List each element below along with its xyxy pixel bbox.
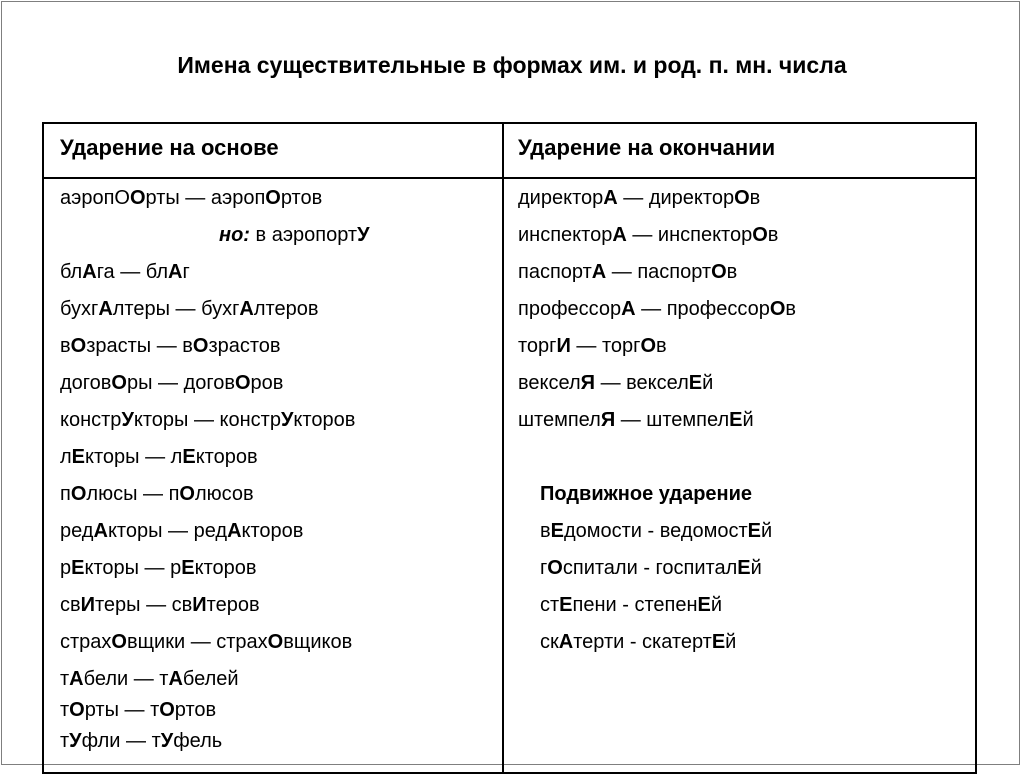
stressed-vowel: А (168, 261, 183, 283)
stressed-vowel: У (160, 730, 174, 752)
word-segment: бухг (60, 298, 99, 320)
stressed-vowel: О (159, 699, 175, 721)
word-segment: пени - степен (572, 594, 698, 616)
word-segment: вщиков (283, 631, 353, 653)
stressed-vowel: О (734, 187, 750, 209)
word-segment: кторов (293, 409, 356, 431)
word-pair (60, 445, 490, 482)
word-segment: теры — св (95, 594, 193, 616)
word-segment: ст (540, 594, 560, 616)
word-segment: вщики — страх (126, 631, 268, 653)
word-segment: — штемпел (615, 409, 730, 431)
page-title: Имена существительные в формах им. и род. п. мн. числа (177, 52, 847, 78)
word-segment: т (60, 730, 70, 752)
word-segment: ртов (280, 187, 323, 209)
word-segment: кторы — ред (107, 520, 228, 542)
stressed-vowel: А (227, 520, 242, 542)
word-segment: терти - скатерт (573, 631, 712, 653)
word-segment: вексел (518, 372, 581, 394)
word-pair (518, 630, 958, 667)
stressed-vowel: Е (71, 446, 86, 468)
word-pair (518, 260, 958, 297)
word-segment: констр (60, 409, 122, 431)
word-pair (518, 297, 958, 334)
word-segment: ред (60, 520, 94, 542)
stressed-vowel: А (98, 298, 113, 320)
word-segment: кторы — р (84, 557, 182, 579)
stressed-vowel: О (547, 557, 563, 579)
stressed-vowel: А (239, 298, 254, 320)
stressed-vowel: А (69, 668, 84, 690)
stressed-vowel: Е (181, 557, 195, 579)
word-pair (518, 519, 958, 556)
stressed-vowel: О (70, 483, 87, 505)
word-segment: фель (173, 730, 223, 752)
stem-stress-column (60, 186, 490, 760)
stressed-vowel: О (711, 261, 727, 283)
stressed-vowel: О (179, 483, 195, 505)
stressed-vowel: Е (559, 594, 573, 616)
stressed-vowel: О (111, 372, 127, 394)
header-ending-stress: Ударение на окончании (518, 135, 776, 160)
word-segment: фли — т (81, 730, 161, 752)
word-segment: й (710, 594, 723, 616)
word-segment: кторы — констр (133, 409, 281, 431)
word-pair (518, 371, 958, 408)
word-segment: рты — аэроп (145, 187, 266, 209)
word-pair (518, 334, 958, 371)
stressed-vowel: Я (600, 409, 616, 431)
word-segment: но: (219, 224, 250, 246)
stressed-vowel: У (121, 409, 134, 431)
word-segment: инспектор (518, 224, 613, 246)
word-pair (60, 630, 490, 667)
stressed-vowel: Е (729, 409, 743, 431)
word-segment: га — бл (96, 261, 169, 283)
word-pair (518, 223, 958, 260)
stressed-vowel: И (80, 594, 95, 616)
word-segment: торг (518, 335, 557, 357)
word-segment: ск (540, 631, 559, 653)
word-pair (518, 186, 958, 223)
word-segment: зрасты — в (86, 335, 193, 357)
word-pair (60, 482, 490, 519)
word-segment: домости - ведомост (563, 520, 748, 542)
stressed-vowel: Е (182, 446, 196, 468)
stress-table (42, 122, 977, 774)
stressed-vowel: Е (550, 520, 564, 542)
word-pair (60, 260, 490, 297)
word-segment: й (725, 631, 737, 653)
word-segment: г (540, 557, 548, 579)
stressed-vowel: Е (697, 594, 711, 616)
stressed-vowel: О (265, 187, 281, 209)
word-segment: кторов (195, 446, 258, 468)
stressed-vowel: У (69, 730, 82, 752)
word-segment: св (60, 594, 81, 616)
word-segment: белей (182, 668, 239, 690)
word-segment: в (656, 335, 667, 357)
word-segment: рты — т (84, 699, 160, 721)
word-segment: кторов (194, 557, 257, 579)
stressed-vowel: О (192, 335, 209, 357)
stressed-vowel: И (556, 335, 571, 357)
word-pair (60, 334, 490, 371)
word-segment: ров (250, 372, 284, 394)
word-segment: в (540, 520, 551, 542)
word-segment: — инспектор (626, 224, 753, 246)
word-segment: страх (60, 631, 112, 653)
word-segment: штемпел (518, 409, 601, 431)
word-segment: в аэропорт (249, 224, 358, 246)
stressed-vowel: У (280, 409, 294, 431)
stressed-vowel: Е (688, 372, 703, 394)
stressed-vowel: О (752, 224, 768, 246)
word-pair (60, 186, 490, 223)
stressed-vowel: О (234, 372, 251, 394)
word-pair (60, 519, 490, 556)
word-pair (60, 729, 490, 760)
word-segment: — паспорт (606, 261, 712, 283)
word-segment: лтеры — бухг (112, 298, 240, 320)
word-segment: й (742, 409, 754, 431)
column-divider (502, 124, 504, 772)
word-pair (60, 297, 490, 334)
stressed-vowel: А (612, 224, 627, 246)
word-segment: — торг (570, 335, 641, 357)
stressed-vowel: А (168, 668, 183, 690)
stressed-vowel: Е (747, 520, 761, 542)
word-segment: ртов (174, 699, 217, 721)
stressed-vowel: О (129, 187, 146, 209)
word-segment: кторов (241, 520, 304, 542)
word-segment: — профессор (635, 298, 770, 320)
word-pair (518, 408, 958, 445)
word-segment: ры — догов (126, 372, 235, 394)
word-segment: — директор (617, 187, 735, 209)
stressed-vowel: А (621, 298, 636, 320)
word-pair (60, 593, 490, 630)
word-segment: профессор (518, 298, 622, 320)
word-pair (518, 593, 958, 630)
word-pair (60, 698, 490, 729)
word-pair (60, 371, 490, 408)
stressed-vowel: О (69, 699, 85, 721)
stressed-vowel: А (93, 520, 108, 542)
word-segment: г (182, 261, 190, 283)
stressed-vowel: И (192, 594, 207, 616)
stressed-vowel: Е (71, 557, 85, 579)
stressed-vowel: Я (580, 372, 596, 394)
word-segment: бели — т (83, 668, 169, 690)
stressed-vowel: О (267, 631, 284, 653)
stressed-vowel: О (640, 335, 657, 357)
word-segment: кторы — л (85, 446, 183, 468)
stressed-vowel: У (357, 224, 370, 246)
word-segment: р (60, 557, 72, 579)
stressed-vowel: Е (711, 631, 726, 653)
stressed-vowel: А (558, 631, 574, 653)
word-segment: — вексел (595, 372, 689, 394)
word-segment: й (761, 520, 773, 542)
header-stem-stress: Ударение на основе (60, 135, 279, 160)
ending-stress-column (518, 186, 958, 667)
word-segment: аэропО (60, 187, 130, 209)
word-segment: й (702, 372, 714, 394)
word-segment: догов (60, 372, 112, 394)
word-segment: зрастов (208, 335, 281, 357)
word-segment: теров (206, 594, 260, 616)
stressed-vowel: О (111, 631, 127, 653)
word-segment: директор (518, 187, 604, 209)
word-segment: л (60, 446, 72, 468)
word-segment: спитали - госпитал (562, 557, 738, 579)
word-pair (518, 556, 958, 593)
stressed-vowel: Е (737, 557, 751, 579)
stressed-vowel: А (82, 261, 97, 283)
word-segment: в (767, 224, 779, 246)
word-segment: люсы — п (86, 483, 180, 505)
word-pair (60, 556, 490, 593)
exception-note (60, 223, 490, 260)
spacer (518, 445, 958, 482)
stressed-vowel: О (769, 298, 786, 320)
stressed-vowel: А (603, 187, 618, 209)
word-segment: т (60, 668, 70, 690)
word-segment: п (60, 483, 71, 505)
word-segment: бл (60, 261, 83, 283)
word-segment: т (60, 699, 70, 721)
word-pair (60, 667, 490, 698)
word-segment: в (785, 298, 797, 320)
stressed-vowel: О (70, 335, 87, 357)
word-segment: паспорт (518, 261, 592, 283)
stressed-vowel: А (591, 261, 607, 283)
mobile-stress-heading: Подвижное ударение (540, 483, 753, 505)
word-segment: люсов (194, 483, 254, 505)
word-segment: й (750, 557, 762, 579)
word-pair (60, 408, 490, 445)
word-segment: в (749, 187, 761, 209)
word-segment: в (60, 335, 71, 357)
word-segment: лтеров (253, 298, 319, 320)
word-segment: в (726, 261, 738, 283)
